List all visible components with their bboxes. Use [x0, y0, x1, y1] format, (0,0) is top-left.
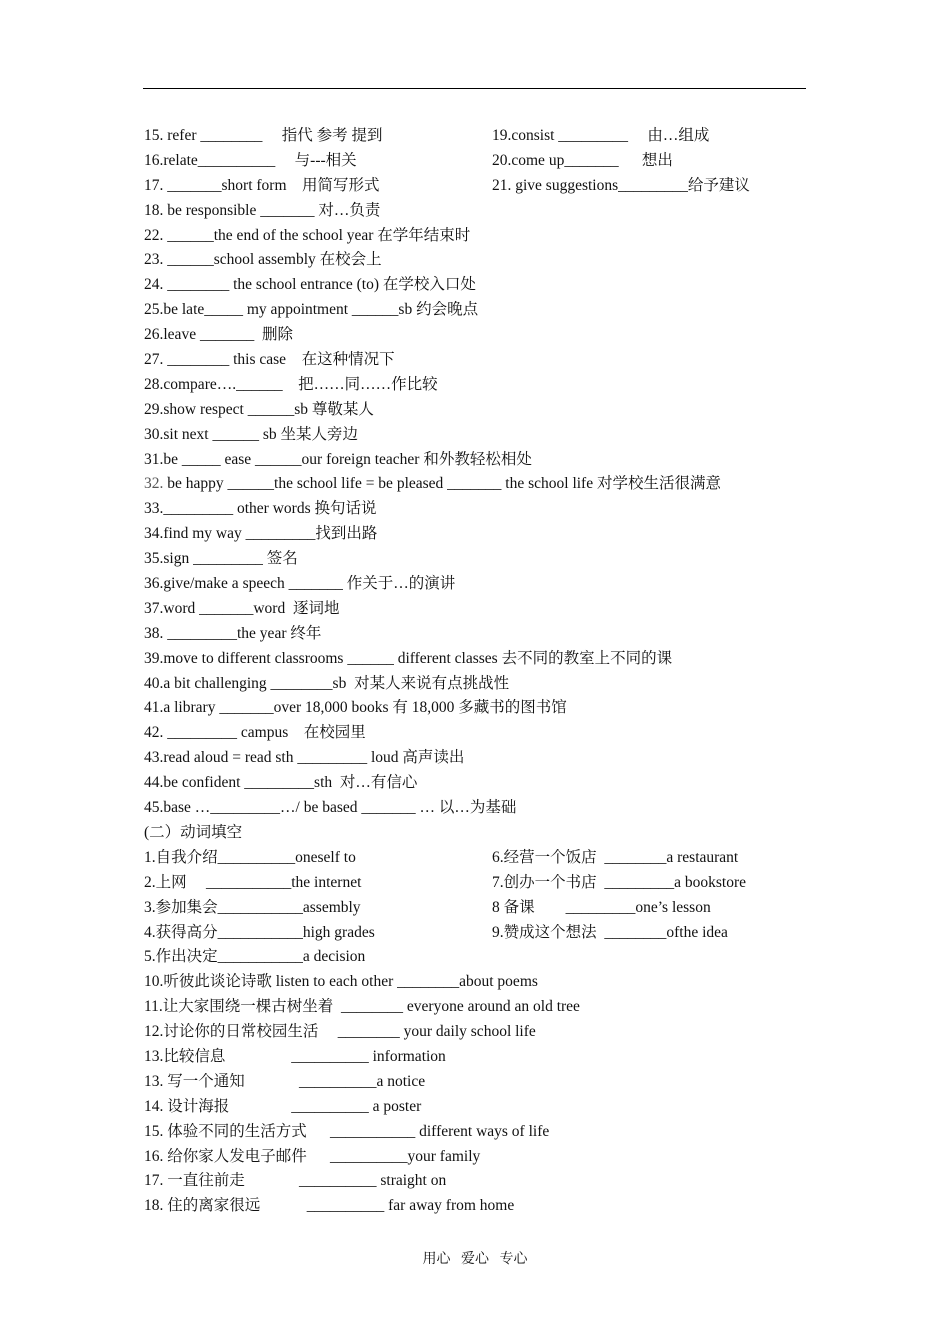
exercise-text: 26.leave _______ 删除 [144, 326, 293, 344]
exercise-text: 44.be confident _________sth 对…有信心 [144, 774, 418, 792]
exercise-text: 37.word _______word 逐词地 [144, 599, 340, 617]
exercise-text-right: 6.经营一个饭店 ________a restaurant [492, 848, 739, 866]
exercise-text: 27. ________ this case 在这种情况下 [144, 351, 395, 369]
phrase-item [144, 597, 824, 622]
phrase-item [144, 497, 824, 522]
exercise-text: 39.move to different classrooms ______ different classes 去不同的教室上不同的课 [144, 649, 673, 667]
exercise-text: 16. 给你家人发电子邮件 __________your family [144, 1147, 481, 1165]
phrase-item [144, 572, 824, 597]
verb-item [144, 970, 824, 995]
phrase-item [144, 547, 824, 572]
exercise-text: 14. 设计海报 __________ a poster [144, 1097, 422, 1115]
exercise-text: 10.听彼此谈论诗歌 listen to each other ________about poems [144, 973, 538, 991]
exercise-text: 23. ______school assembly 在校会上 [144, 251, 382, 269]
verb-item [144, 1194, 824, 1219]
exercise-text: 45.base …_________…/ be based _______ … 以…为基础 [144, 799, 517, 817]
item-number: 32. [144, 475, 164, 493]
verb-item [144, 1145, 824, 1170]
exercise-text: 24. ________ the school entrance (to) 在学校入口处 [144, 276, 476, 294]
exercise-text: 13.比较信息 __________ information [144, 1047, 446, 1065]
exercise-text-rest: be happy ______the school life = be pleased _______ the school life 对学校生活很满意 [163, 475, 721, 493]
exercise-text: 15. refer ________ 指代 参考 提到 [144, 127, 383, 144]
exercise-text: 12.讨论你的日常校园生活 ________ your daily school life [144, 1023, 536, 1041]
exercise-text: 17. _______short form 用简写形式 [144, 176, 380, 194]
phrase-item [144, 647, 824, 672]
phrase-item [144, 696, 824, 721]
exercise-text: 34.find my way _________找到出路 [144, 525, 378, 543]
phrase-item [144, 348, 824, 373]
exercise-text: 3.参加集会___________assembly [144, 898, 361, 916]
exercise-text-right: 8 备课 _________one’s lesson [492, 898, 711, 916]
phrase-item [144, 796, 824, 821]
phrase-item [144, 672, 824, 697]
verb-item [144, 1095, 824, 1120]
exercise-text: 11.让大家围绕一棵古树坐着 ________ everyone around an old tree [144, 998, 580, 1016]
exercise-text-right: 21. give suggestions_________给予建议 [492, 176, 750, 194]
phrase-item [144, 373, 824, 398]
phrase-item [144, 323, 824, 348]
exercise-text-right: 20.come up_______ 想出 [492, 151, 673, 169]
phrase-item [144, 721, 824, 746]
verb-item [144, 921, 824, 946]
exercise-text: 33._________ other words 换句话说 [144, 500, 377, 518]
exercise-text: 30.sit next ______ sb 坐某人旁边 [144, 425, 358, 443]
exercise-text: 22. ______the end of the school year 在学年结束时 [144, 226, 471, 244]
phrase-item [144, 423, 824, 448]
phrase-item [144, 522, 824, 547]
phrase-item [144, 398, 824, 423]
phrase-item [144, 472, 824, 497]
phrase-item [144, 149, 824, 174]
exercise-text: 31.be _____ ease ______our foreign teacher 和外教轻松相处 [144, 450, 532, 468]
exercise-text: 35.sign _________ 签名 [144, 550, 298, 568]
phrase-item [144, 174, 824, 199]
exercise-text: 28.compare….______ 把……同……作比较 [144, 375, 438, 393]
phrase-item [144, 622, 824, 647]
exercise-text: 40.a bit challenging ________sb 对某人来说有点挑战性 [144, 674, 510, 692]
phrase-item [144, 298, 824, 323]
phrase-item [144, 448, 824, 473]
phrase-item [144, 224, 824, 249]
exercise-text: 25.be late_____ my appointment ______sb 约会晚点 [144, 301, 479, 319]
phrase-item [144, 248, 824, 273]
verb-item [144, 1120, 824, 1145]
exercise-text: 29.show respect ______sb 尊敬某人 [144, 400, 374, 418]
exercise-text: 18. 住的离家很远 __________ far away from home [144, 1197, 515, 1215]
phrase-item [144, 124, 824, 149]
exercise-text: 15. 体验不同的生活方式 ___________ different ways of life [144, 1122, 550, 1140]
verb-item [144, 945, 824, 970]
exercise-text: 42. _________ campus 在校园里 [144, 724, 366, 742]
exercise-text: 18. be responsible _______ 对…负责 [144, 201, 381, 219]
exercise-text: 41.a library _______over 18,000 books 有 18,000 多藏书的图书馆 [144, 699, 567, 717]
exercise-text: 5.作出决定___________a decision [144, 948, 366, 966]
phrase-item [144, 199, 824, 224]
exercise-text: 43.read aloud = read sth _________ loud 高声读出 [144, 749, 465, 767]
exercise-text: 13. 写一个通知 __________a notice [144, 1072, 426, 1090]
verb-item [144, 846, 824, 871]
verb-item [144, 995, 824, 1020]
verb-item [144, 1045, 824, 1070]
verb-item [144, 871, 824, 896]
exercise-text: 4.获得高分___________high grades [144, 923, 375, 941]
phrase-item [144, 746, 824, 771]
exercise-text: 36.give/make a speech _______ 作关于…的演讲 [144, 575, 456, 593]
page-footer: 用心 爱心 专心 [422, 1252, 528, 1267]
exercise-text-right: 19.consist _________ 由…组成 [492, 127, 710, 144]
header-rule [143, 88, 806, 89]
exercise-text: 2.上网 ___________the internet [144, 873, 362, 891]
exercise-text-right: 7.创办一个书店 _________a bookstore [492, 873, 747, 891]
exercise-text: 16.relate__________ 与---相关 [144, 151, 357, 169]
verb-item [144, 1020, 824, 1045]
phrase-item [144, 273, 824, 298]
verb-item [144, 1070, 824, 1095]
exercise-text: 38. _________the year 终年 [144, 624, 322, 642]
phrase-item [144, 771, 824, 796]
section-heading: (二）动词填空 [144, 823, 243, 841]
verb-item [144, 896, 824, 921]
verb-item [144, 1169, 824, 1194]
exercise-text: 17. 一直往前走 __________ straight on [144, 1172, 447, 1190]
exercise-text: 1.自我介绍__________oneself to [144, 848, 356, 866]
exercise-content [144, 124, 824, 1219]
exercise-text-right: 9.赞成这个想法 ________ofthe idea [492, 923, 728, 941]
exercise-text [144, 475, 721, 492]
